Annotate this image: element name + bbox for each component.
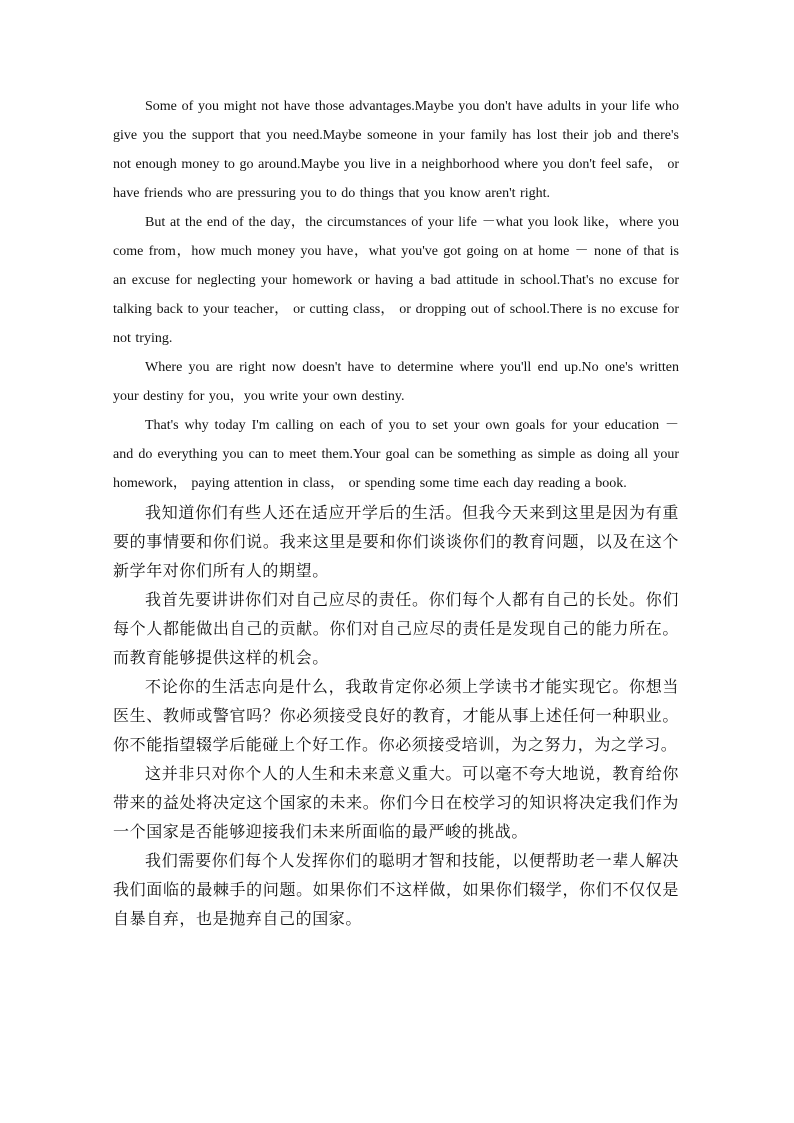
chinese-paragraph-5: 我们需要你们每个人发挥你们的聪明才智和技能，以便帮助老一辈人解决我们面临的最棘手的问题。如果你们不这样做，如果你们辍学，你们不仅仅是自暴自弃，也是抛弃自己的国家。 bbox=[113, 851, 679, 928]
english-paragraph-2: But at the end of the day，the circumstances of your life －what you look like，where you come from，how much money you have，what you've got going on at home － none of that is an excuse for neglecting your homework or having a bad attitude in school.That's no excuse for talking back to your teacher， or cutting class， or dropping out of school.There is no excuse for not trying. bbox=[113, 215, 679, 346]
chinese-paragraph-1: 我知道你们有些人还在适应开学后的生活。但我今天来到这里是因为有重要的事情要和你们说。我来这里是要和你们谈谈你们的教育问题，以及在这个新学年对你们所有人的期望。 bbox=[113, 503, 679, 580]
chinese-paragraph-4: 这并非只对你个人的人生和未来意义重大。可以毫不夸大地说，教育给你带来的益处将决定这个国家的未来。你们今日在校学习的知识将决定我们作为一个国家是否能够迎接我们未来所面临的最严峻的挑战。 bbox=[113, 764, 679, 841]
chinese-paragraph-3: 不论你的生活志向是什么，我敢肯定你必须上学读书才能实现它。你想当医生、教师或警官吗？你必须接受良好的教育，才能从事上述任何一种职业。你不能指望辍学后能碰上个好工作。你必须接受培训，为之努力，为之学习。 bbox=[113, 677, 679, 754]
english-paragraph-4: That's why today I'm calling on each of you to set your own goals for your education － and do everything you can to meet them.Your goal can be something as simple as doing all your homework， paying attention in class， or spending some time each day reading a book. bbox=[113, 418, 679, 491]
english-paragraph-1: Some of you might not have those advantages.Maybe you don't have adults in your life who give you the support that you need.Maybe someone in your family has lost their job and there's not enough money to go around.Maybe you live in a neighborhood where you don't feel safe， or have friends who are pressuring you to do things that you know aren't right. bbox=[113, 99, 679, 201]
chinese-paragraph-2: 我首先要讲讲你们对自己应尽的责任。你们每个人都有自己的长处。你们每个人都能做出自己的贡献。你们对自己应尽的责任是发现自己的能力所在。而教育能够提供这样的机会。 bbox=[113, 590, 679, 667]
document-page bbox=[113, 92, 679, 933]
english-paragraph-3: Where you are right now doesn't have to determine where you'll end up.No one's written your destiny for you，you write your own destiny. bbox=[113, 360, 679, 404]
